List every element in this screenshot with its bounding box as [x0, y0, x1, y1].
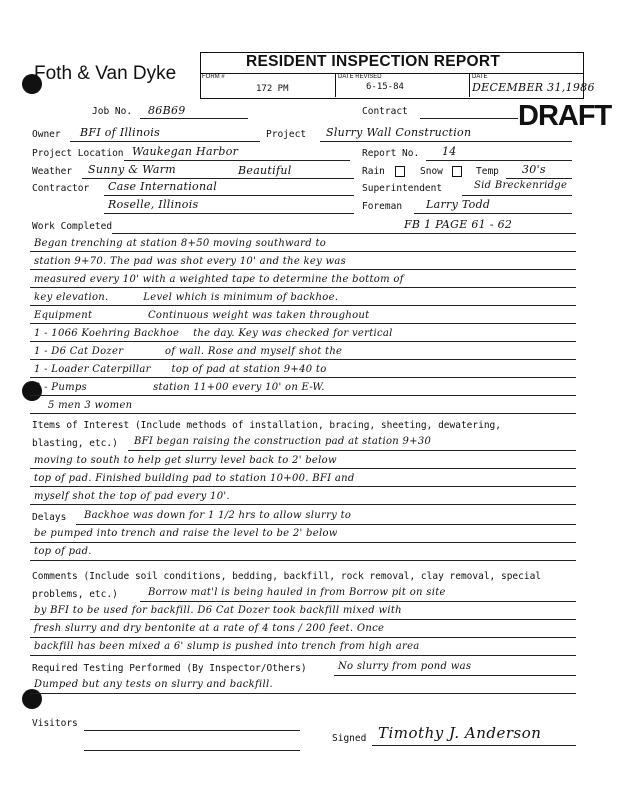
superintendent-value: Sid Breckenridge — [474, 180, 568, 191]
contractor-line-2 — [104, 213, 354, 214]
report-title: RESIDENT INSPECTION REPORT — [246, 53, 501, 70]
date-label: DATE — [472, 74, 488, 80]
work-line: station 9+70. The pad was shot every 10' and the key was — [34, 256, 347, 267]
foreman-value: Larry Todd — [426, 198, 491, 211]
revised-value: 6-15-84 — [366, 82, 404, 92]
rain-label: Rain — [362, 166, 385, 177]
punch-hole-bottom — [22, 689, 42, 709]
project-label: Project — [266, 129, 307, 140]
delays-line: Backhoe was down for 1 1/2 hrs to allow slurry to — [84, 510, 352, 521]
location-label: Project Location — [32, 148, 124, 159]
delays-line: be pumped into trench and raise the level to be 2' below — [34, 528, 338, 539]
work-completed-ref: FB 1 PAGE 61 - 62 — [404, 218, 513, 231]
report-no-label: Report No. — [362, 148, 420, 159]
testing-line-1: No slurry from pond was — [338, 661, 472, 672]
work-line: measured every 10' with a weighted tape to determine the bottom of — [34, 274, 404, 285]
comments-line: Borrow mat'l is being hauled in from Borrow pit on site — [148, 587, 446, 598]
contractor-value-2: Roselle, Illinois — [108, 198, 199, 211]
testing-line-2: Dumped but any tests on slurry and backfill. — [34, 679, 273, 690]
work-completed-line-0 — [112, 233, 576, 234]
contract-line — [420, 118, 518, 119]
work-line: Equipment Continuous weight was taken throughout — [34, 310, 370, 321]
rain-checkbox[interactable] — [395, 166, 405, 177]
visitors-label: Visitors — [32, 718, 78, 729]
superintendent-label: Superintendent — [362, 183, 443, 194]
comments-line-0 — [140, 601, 576, 602]
work-line: key elevation. Level which is minimum of backhoe. — [34, 292, 339, 303]
items-line: BFI began raising the construction pad at station 9+30 — [134, 436, 432, 447]
signature: Timothy J. Anderson — [378, 724, 542, 742]
signature-line — [372, 745, 576, 746]
location-line — [124, 160, 350, 161]
contract-label: Contract — [362, 106, 408, 117]
items-label-2: blasting, etc.) — [32, 438, 118, 449]
visitors-line-1 — [84, 730, 300, 731]
temp-line — [506, 178, 572, 179]
draft-stamp: DRAFT — [518, 100, 612, 132]
company-name: Foth & Van Dyke — [34, 63, 177, 84]
contractor-label: Contractor — [32, 183, 90, 194]
revised-label: DATE REVISED — [338, 74, 382, 80]
temp-label: Temp — [476, 166, 499, 177]
work-line: 2 - Pumps station 11+00 every 10' on E-W. — [34, 382, 325, 393]
date-value: DECEMBER 31,1986 — [472, 81, 595, 94]
project-value: Slurry Wall Construction — [326, 126, 472, 139]
testing-line-0 — [334, 675, 576, 676]
divider — [469, 73, 470, 97]
work-line: 1 - 1066 Koehring Backhoe the day. Key was checked for vertical — [34, 328, 393, 339]
contractor-value-1: Case International — [108, 180, 218, 193]
work-line: 1 - Loader Caterpillar top of pad at station 9+40 to — [34, 364, 327, 375]
items-label-1: Items of Interest (Include methods of installation, bracing, sheeting, dewatering, — [32, 420, 501, 431]
weather-value-1: Sunny & Warm — [88, 163, 176, 176]
visitors-line-2 — [84, 750, 300, 751]
work-line: 5 men 3 women — [48, 400, 133, 411]
location-value: Waukegan Harbor — [132, 145, 239, 158]
foreman-line — [414, 213, 572, 214]
comments-line: fresh slurry and dry bentonite at a rate of 4 tons / 200 feet. Once — [34, 623, 385, 634]
items-line: moving to south to help get slurry level back to 2' below — [34, 455, 337, 466]
job-no-line — [140, 118, 248, 119]
temp-value: 30's — [522, 163, 546, 176]
items-line: top of pad. Finished building pad to station 10+00. BFI and — [34, 473, 355, 484]
testing-label: Required Testing Performed (By Inspector/Others) — [32, 663, 307, 674]
foreman-label: Foreman — [362, 201, 403, 212]
work-line: Began trenching at station 8+50 moving southward to — [34, 238, 327, 249]
job-no-value: 86B69 — [148, 104, 186, 117]
owner-label: Owner — [32, 129, 61, 140]
owner-value: BFI of Illinois — [80, 126, 161, 139]
weather-line — [82, 178, 354, 179]
snow-label: Snow — [420, 166, 443, 177]
superintendent-line — [462, 195, 572, 196]
divider — [335, 73, 336, 97]
report-no-value: 14 — [442, 145, 457, 158]
items-line: myself shot the top of pad every 10'. — [34, 491, 230, 502]
form-label: FORM # — [202, 74, 225, 80]
comments-line: backfill has been mixed a 6' slump is pushed into trench from high area — [34, 641, 420, 652]
signed-label: Signed — [332, 733, 367, 744]
project-line — [320, 141, 572, 142]
owner-line — [70, 141, 260, 142]
work-completed-label: Work Completed — [32, 221, 113, 232]
job-no-label: Job No. — [92, 106, 133, 117]
comments-label-1: Comments (Include soil conditions, bedding, backfill, rock removal, clay removal, special — [32, 571, 542, 582]
report-no-line — [426, 160, 572, 161]
comments-line: by BFI to be used for backfill. D6 Cat Dozer took backfill mixed with — [34, 605, 402, 616]
work-line: 1 - D6 Cat Dozer of wall. Rose and myself shot the — [34, 346, 343, 357]
snow-checkbox[interactable] — [452, 166, 462, 177]
comments-label-2: problems, etc.) — [32, 589, 118, 600]
delays-line-0 — [76, 524, 576, 525]
delays-line: top of pad. — [34, 546, 92, 557]
weather-label: Weather — [32, 166, 73, 177]
contractor-line-1 — [104, 195, 354, 196]
delays-label: Delays — [32, 512, 67, 523]
items-line-0 — [128, 450, 576, 451]
weather-value-2: Beautiful — [238, 164, 292, 177]
form-value: 172 PM — [256, 84, 289, 94]
